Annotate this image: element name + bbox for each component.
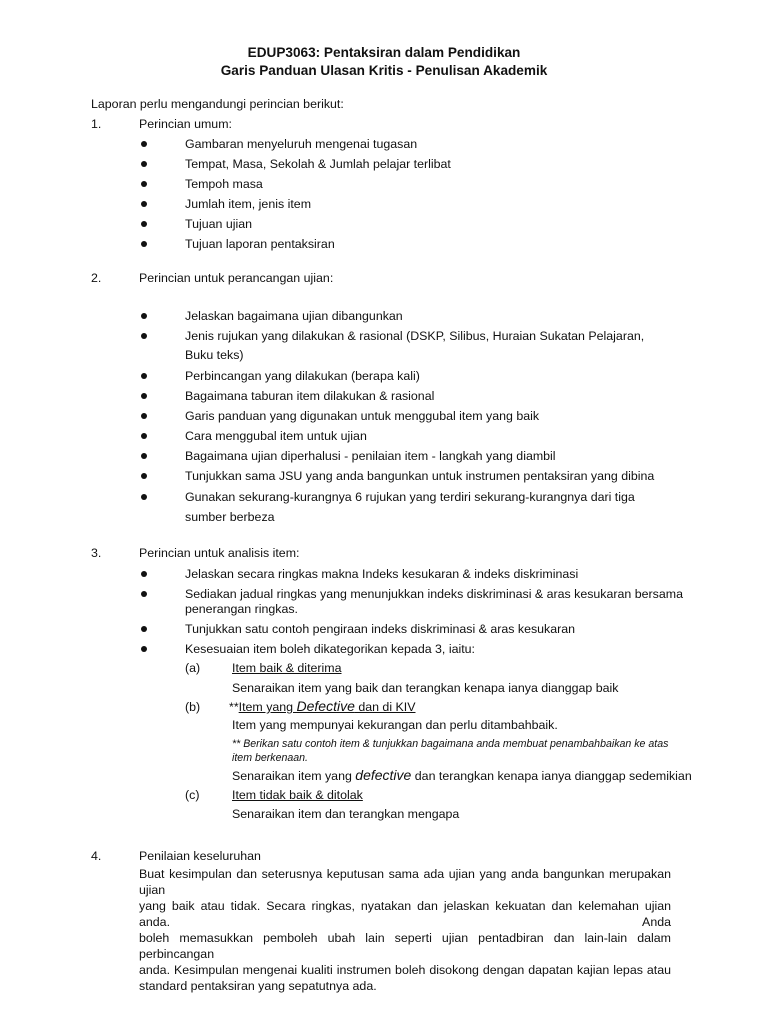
- sub-note-b-line2: item berkenaan.: [232, 752, 308, 764]
- list-item: Jelaskan secara ringkas makna Indeks kesukaran & indeks diskriminasi: [185, 567, 579, 581]
- paragraph-line: standard pentaksiran yang sepatutnya ada.: [139, 979, 377, 993]
- sub-title-b-part1: Item yang: [238, 700, 297, 714]
- document-title: EDUP3063: Pentaksiran dalam Pendidikan: [247, 45, 521, 60]
- sub-label-a: (a): [185, 661, 201, 675]
- list-item: Perbincangan yang dilakukan (berapa kali): [185, 369, 420, 383]
- bullet-icon: [141, 241, 147, 247]
- list-item: Tujuan laporan pentaksiran: [185, 237, 335, 251]
- bullet-icon: [141, 201, 147, 207]
- bullet-icon: [141, 161, 147, 167]
- list-item: Tunjukkan satu contoh pengiraan indeks diskriminasi & aras kesukaran: [185, 622, 576, 636]
- section-1-heading: Perincian umum:: [139, 117, 232, 131]
- list-item-continuation: sumber berbeza: [185, 510, 275, 524]
- paragraph-line: anda. Kesimpulan mengenai kualiti instrumen boleh disokong dengan dapatan kajian lepas atau: [139, 963, 671, 977]
- section-3-heading: Perincian untuk analisis item:: [139, 546, 300, 560]
- list-item: Tujuan ujian: [185, 217, 253, 231]
- bullet-icon: [141, 494, 147, 500]
- sub-title-a: Item baik & diterima: [232, 661, 342, 675]
- list-item: Gambaran menyeluruh mengenai tugasan: [185, 137, 418, 151]
- document-subtitle: Garis Panduan Ulasan Kritis - Penulisan Akademik: [220, 63, 548, 78]
- sub-title-b-part2: dan di KIV: [354, 700, 416, 714]
- note-marker: **: [229, 700, 239, 714]
- sub-text-b2-emphasis: defective: [355, 767, 412, 783]
- list-item: Kesesuaian item boleh dikategorikan kepada 3, iaitu:: [185, 642, 475, 656]
- section-4-heading: Penilaian keseluruhan: [139, 849, 261, 863]
- bullet-icon: [141, 141, 147, 147]
- sub-title-c: Item tidak baik & ditolak: [232, 788, 363, 802]
- bullet-icon: [141, 181, 147, 187]
- list-item: Tempoh masa: [185, 177, 263, 191]
- list-item: Jenis rujukan yang dilakukan & rasional (DSKP, Silibus, Huraian Sukatan Pelajaran,: [185, 329, 645, 343]
- bullet-icon: [141, 221, 147, 227]
- section-2-heading: Perincian untuk perancangan ujian:: [139, 271, 334, 285]
- sub-text-c: Senaraikan item dan terangkan mengapa: [232, 807, 460, 821]
- bullet-icon: [141, 646, 147, 652]
- list-item: Garis panduan yang digunakan untuk menggubal item yang baik: [185, 409, 540, 423]
- section-1-number: 1.: [91, 117, 102, 131]
- bullet-icon: [141, 373, 147, 379]
- conclusion-paragraph: [139, 866, 671, 994]
- sub-text-b2-part2: dan terangkan kenapa ianya dianggap sedemikian: [411, 769, 692, 783]
- list-item: Tunjukkan sama JSU yang anda bangunkan untuk instrumen pentaksiran yang dibina: [185, 469, 655, 483]
- section-4-number: 4.: [91, 849, 102, 863]
- bullet-icon: [141, 626, 147, 632]
- sub-label-b: (b): [185, 700, 201, 714]
- sub-title-b-emphasis: Defective: [296, 698, 355, 714]
- bullet-icon: [141, 313, 147, 319]
- list-item: Gunakan sekurang-kurangnya 6 rujukan yang terdiri sekurang-kurangnya dari tiga: [185, 490, 635, 504]
- sub-text-b: Item yang mempunyai kekurangan dan perlu ditambahbaik.: [232, 718, 558, 732]
- bullet-icon: [141, 571, 147, 577]
- list-item: Cara menggubal item untuk ujian: [185, 429, 367, 443]
- list-item: Tempat, Masa, Sekolah & Jumlah pelajar terlibat: [185, 157, 451, 171]
- list-item: Sediakan jadual ringkas yang menunjukkan indeks diskriminasi & aras kesukaran bersama: [185, 587, 683, 601]
- list-item-continuation: penerangan ringkas.: [185, 602, 298, 616]
- bullet-icon: [141, 453, 147, 459]
- section-2-number: 2.: [91, 271, 102, 285]
- sub-label-c: (c): [185, 788, 200, 802]
- sub-note-b-line1: ** Berikan satu contoh item & tunjukkan bagaimana anda membuat penambahbaikan ke atas: [232, 738, 669, 750]
- bullet-icon: [141, 333, 147, 339]
- paragraph-line: yang baik atau tidak. Secara ringkas, nyatakan dan jelaskan kekuatan dan kelemahan ujian anda. Anda: [139, 899, 671, 929]
- bullet-icon: [141, 413, 147, 419]
- bullet-icon: [141, 591, 147, 597]
- intro-text: Laporan perlu mengandungi perincian berikut:: [91, 97, 344, 111]
- bullet-icon: [141, 393, 147, 399]
- section-3-number: 3.: [91, 546, 102, 560]
- sub-title-b-text: [239, 700, 416, 714]
- list-item: Jumlah item, jenis item: [185, 197, 312, 211]
- sub-text-b2: [232, 768, 692, 784]
- bullet-icon: [141, 473, 147, 479]
- list-item: Bagaimana ujian diperhalusi - penilaian item - langkah yang diambil: [185, 449, 556, 463]
- list-item: Jelaskan bagaimana ujian dibangunkan: [185, 309, 403, 323]
- list-item-continuation: Buku teks): [185, 348, 244, 362]
- bullet-icon: [141, 433, 147, 439]
- sub-title-b: [229, 699, 416, 715]
- sub-text-a: Senaraikan item yang baik dan terangkan kenapa ianya dianggap baik: [232, 681, 619, 695]
- paragraph-line: Buat kesimpulan dan seterusnya keputusan sama ada ujian yang anda bangunkan merupakan ujian: [139, 867, 671, 897]
- list-item: Bagaimana taburan item dilakukan & rasional: [185, 389, 435, 403]
- sub-text-b2-part1: Senaraikan item yang: [232, 769, 356, 783]
- paragraph-line: boleh memasukkan pemboleh ubah lain seperti ujian pentadbiran dan lain-lain dalam perbincangan: [139, 931, 671, 961]
